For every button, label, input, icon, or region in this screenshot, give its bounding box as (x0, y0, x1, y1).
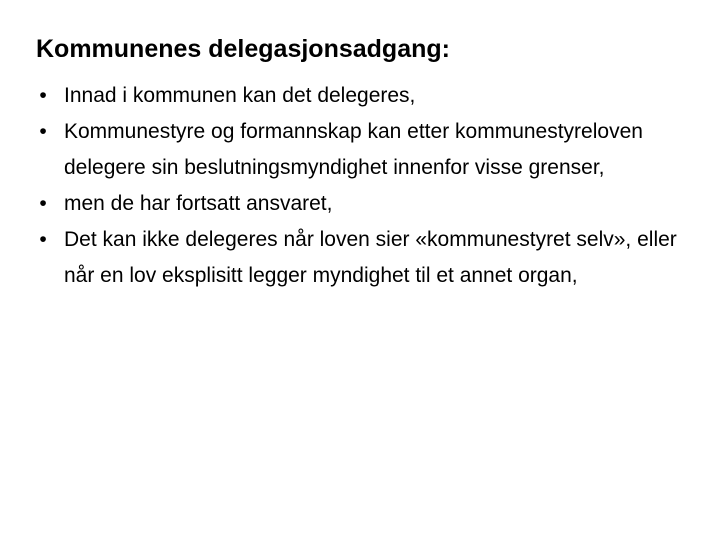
bullet-text: Kommunestyre og formannskap kan etter kommunestyreloven delegere sin beslutningsmyndighet innenfor visse grenser, (64, 120, 643, 179)
bullet-icon: • (39, 192, 47, 215)
bullet-item (36, 222, 696, 294)
bullet-icon: • (39, 228, 47, 251)
bullet-text: Innad i kommunen kan det delegeres, (64, 84, 416, 107)
bullet-item (36, 114, 696, 186)
slide-title: Kommunenes delegasjonsadgang: (36, 35, 450, 63)
bullet-item (36, 186, 696, 222)
bullet-icon: • (39, 84, 47, 107)
bullet-text: Det kan ikke delegeres når loven sier «kommunestyret selv», eller når en lov eksplisitt legger myndighet til et annet organ, (64, 228, 677, 287)
bullet-icon: • (39, 120, 47, 143)
bullet-list (36, 78, 696, 294)
bullet-text: men de har fortsatt ansvaret, (64, 192, 333, 215)
bullet-item (36, 78, 696, 114)
